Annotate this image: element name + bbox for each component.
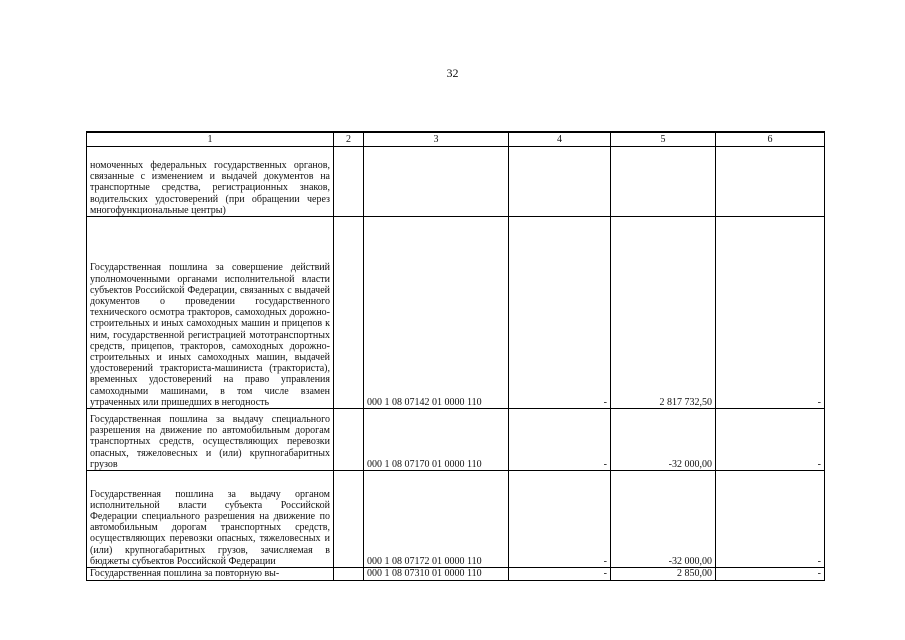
row-amount	[611, 147, 716, 217]
table-row	[87, 471, 825, 568]
row-col4: -	[509, 217, 611, 409]
row-code	[364, 147, 509, 217]
row-code: 000 1 08 07172 01 0000 110	[364, 471, 509, 568]
table-row	[87, 147, 825, 217]
row-col2	[334, 568, 364, 581]
row-code: 000 1 08 07170 01 0000 110	[364, 409, 509, 471]
row-col6: -	[716, 217, 825, 409]
row-col2	[334, 409, 364, 471]
row-name: Государственная пошлина за повторную вы-	[87, 568, 334, 581]
header-cell: 5	[611, 132, 716, 147]
header-cell: 4	[509, 132, 611, 147]
row-amount: -32 000,00	[611, 471, 716, 568]
row-col6: -	[716, 409, 825, 471]
budget-table	[86, 131, 825, 581]
row-col4: -	[509, 568, 611, 581]
header-row	[87, 132, 825, 147]
table-row	[87, 217, 825, 409]
row-name: Государственная пошлина за совершение действий уполномоченными органами исполнительной власти субъектов Российской Федерации, связанных с выдачей документов о проведении государственного технического осмотра тракторов, самоходных дорожно-строительных и иных самоходных машин и прицепов к ним, государственной регистрацией мототранспортных средств, прицепов, тракторов, самоходных дорожно-строительных и иных самоходных машин, выдачей удостоверений тракториста-машиниста (тракториста), временных удостоверений на право управления самоходными машинами, в том числе взамен утраченных или пришедших в негодность	[87, 217, 334, 409]
row-code: 000 1 08 07310 01 0000 110	[364, 568, 509, 581]
row-col2	[334, 471, 364, 568]
table-row	[87, 409, 825, 471]
row-col4: -	[509, 471, 611, 568]
row-col4	[509, 147, 611, 217]
row-col2	[334, 147, 364, 217]
row-col6	[716, 147, 825, 217]
row-code: 000 1 08 07142 01 0000 110	[364, 217, 509, 409]
row-amount: -32 000,00	[611, 409, 716, 471]
header-cell: 3	[364, 132, 509, 147]
row-amount: 2 817 732,50	[611, 217, 716, 409]
row-name: Государственная пошлина за выдачу органом исполнительной власти субъекта Российской Федерации специального разрешения на движение по автомобильным дорогам транспортных средств, осуществляющих перевозки опасных, тяжеловесных и (или) крупногабаритных грузов, зачисляемая в бюджеты субъектов Российской Федерации	[87, 471, 334, 568]
header-cell: 1	[87, 132, 334, 147]
row-amount: 2 850,00	[611, 568, 716, 581]
row-col6: -	[716, 471, 825, 568]
row-col4: -	[509, 409, 611, 471]
header-cell: 2	[334, 132, 364, 147]
table-row	[87, 568, 825, 581]
row-col6: -	[716, 568, 825, 581]
row-name: номоченных федеральных государственных органов, связанные с изменением и выдачей документов на транспортные средства, регистрационных знаков, водительских удостоверений (при обращении через многофункциональные центры)	[87, 147, 334, 217]
page-number: 32	[446, 66, 459, 80]
row-name: Государственная пошлина за выдачу специального разрешения на движение по автомобильным дорогам транспортных средств, осуществляющих перевозки опасных, тяжеловесных и (или) крупногабаритных грузов	[87, 409, 334, 471]
row-col2	[334, 217, 364, 409]
header-cell: 6	[716, 132, 825, 147]
